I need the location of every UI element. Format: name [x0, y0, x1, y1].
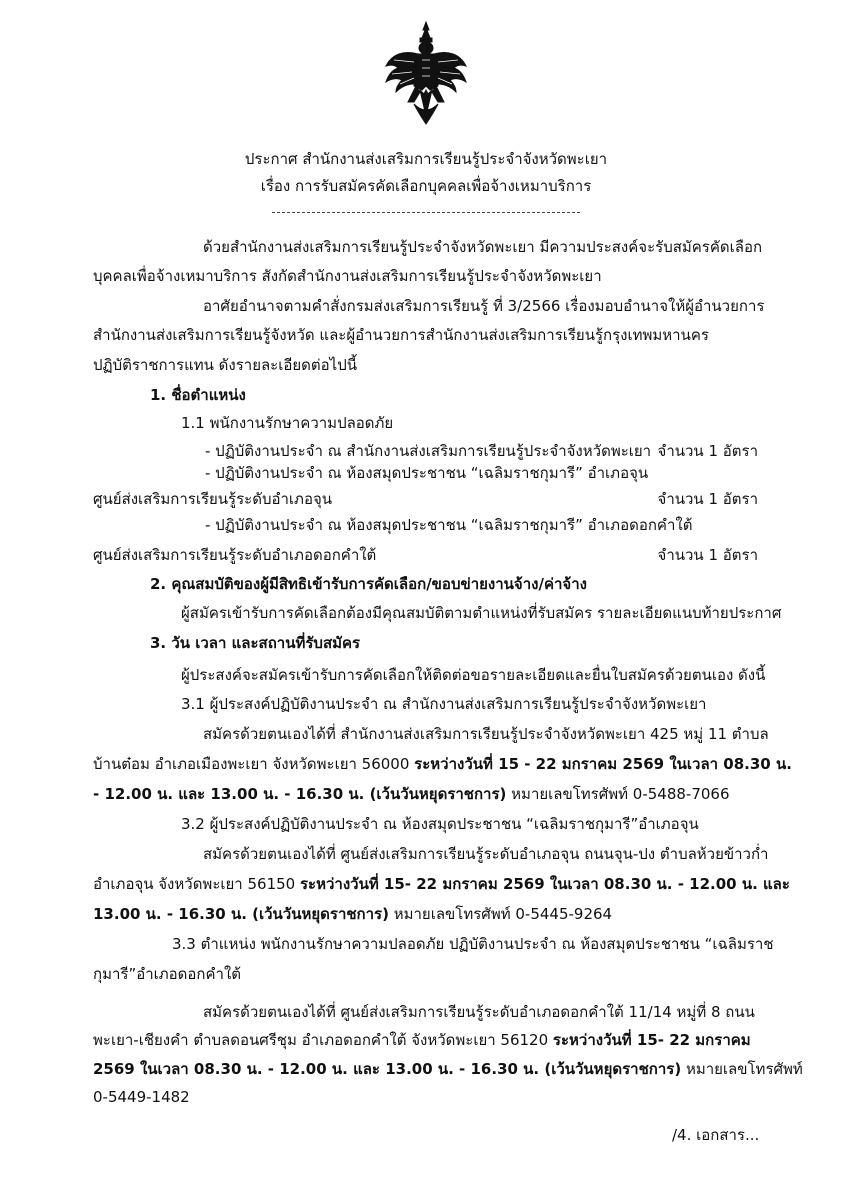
- section-3-1-line-3: [93, 784, 730, 804]
- section-3-2-line-2: [93, 874, 790, 894]
- intro-paragraph-2-line-2: สำนักงานส่งเสริมการเรียนรู้จังหวัด และผู้อำนวยการสำนักงานส่งเสริมการเรียนรู้กรุงเทพมหานคร: [93, 326, 709, 344]
- intro-paragraph-1-line-1: ด้วยสำนักงานส่งเสริมการเรียนรู้ประจำจังหวัดพะเยา มีความประสงค์จะรับสมัครคัดเลือก: [203, 238, 763, 256]
- position-item-3-line-1: - ปฏิบัติงานประจำ ณ ห้องสมุดประชาชน “เฉลิมราชกุมารี” อำเภอดอกคำใต้: [205, 516, 693, 534]
- section-3-1-title: 3.1 ผู้ประสงค์ปฏิบัติงานประจำ ณ สำนักงานส่งเสริมการเรียนรู้ประจำจังหวัดพะเยา: [181, 695, 707, 713]
- section-2-text: ผู้สมัครเข้ารับการคัดเลือกต้องมีคุณสมบัติตามตำแหน่งที่รับสมัคร รายละเอียดแนบท้ายประกาศ: [181, 604, 782, 622]
- section-3-2-address: อำเภอจุน จังหวัดพะเยา 56150: [93, 875, 300, 893]
- announcement-title: ประกาศ สำนักงานส่งเสริมการเรียนรู้ประจำจังหวัดพะเยา: [244, 150, 608, 168]
- section-3-1-address: บ้านต๋อม อำเภอเมืองพะเยา จังหวัดพะเยา 56000: [93, 755, 415, 773]
- announcement-subject: เรื่อง การรับสมัครคัดเลือกบุคคลเพื่อจ้างเหมาบริการ: [260, 177, 592, 195]
- position-item-1-quantity: จำนวน 1 อัตรา: [657, 442, 758, 460]
- section-2-heading: 2. คุณสมบัติของผู้มีสิทธิเข้ารับการคัดเลือก/ขอบข่ายงานจ้าง/ค่าจ้าง: [150, 575, 587, 593]
- section-1-1-title: 1.1 พนักงานรักษาความปลอดภัย: [181, 414, 394, 432]
- section-3-3-dates: ระหว่างวันที่ 15- 22 มกราคม: [552, 1031, 751, 1049]
- section-3-2-hours: 13.00 น. - 16.30 น. (เว้นวันหยุดราชการ): [93, 905, 389, 923]
- section-3-1-line-2: [93, 754, 792, 774]
- section-1-heading: 1. ชื่อตำแหน่ง: [150, 386, 246, 404]
- intro-paragraph-2-line-1: อาศัยอำนาจตามคำสั่งกรมส่งเสริมการเรียนรู้ ที่ 3/2566 เรื่องมอบอำนาจให้ผู้อำนวยการ: [203, 297, 765, 315]
- intro-paragraph-2-line-3: ปฏิบัติราชการแทน ดังรายละเอียดต่อไปนี้: [93, 356, 357, 374]
- section-3-heading: 3. วัน เวลา และสถานที่รับสมัคร: [150, 634, 361, 652]
- section-3-3-title-line-1: 3.3 ตำแหน่ง พนักงานรักษาความปลอดภัย ปฏิบัติงานประจำ ณ ห้องสมุดประชาชน “เฉลิมราช: [172, 935, 774, 953]
- section-3-3-line-3: [93, 1059, 803, 1079]
- section-3-3-phone-label: หมายเลขโทรศัพท์: [681, 1060, 803, 1078]
- header-divider: [272, 212, 580, 213]
- section-3-1-phone: หมายเลขโทรศัพท์ 0-5488-7066: [506, 785, 730, 803]
- section-3-3-title-line-2: กุมารี”อำเภอดอกคำใต้: [93, 965, 242, 983]
- section-3-2-dates: ระหว่างวันที่ 15- 22 มกราคม 2569 ในเวลา 08.30 น. - 12.00 น. และ: [299, 875, 790, 893]
- section-3-2-line-1: สมัครด้วยตนเองได้ที่ ศูนย์ส่งเสริมการเรียนรู้ระดับอำเภอจุน ถนนจุน-ปง ตำบลห้วยข้าวก่ำ: [203, 845, 769, 863]
- garuda-emblem-icon: [384, 20, 468, 126]
- section-3-1-dates: ระหว่างวันที่ 15 - 22 มกราคม 2569 ในเวลา 08.30 น.: [414, 755, 792, 773]
- position-item-1: - ปฏิบัติงานประจำ ณ สำนักงานส่งเสริมการเรียนรู้ประจำจังหวัดพะเยา: [205, 442, 652, 460]
- position-item-2-quantity: จำนวน 1 อัตรา: [657, 490, 758, 508]
- continued-marker: /4. เอกสาร...: [672, 1126, 760, 1144]
- section-3-2-line-3: [93, 904, 612, 924]
- section-3-3-line-1: สมัครด้วยตนเองได้ที่ ศูนย์ส่งเสริมการเรียนรู้ระดับอำเภอดอกคำใต้ 11/14 หมู่ที่ 8 ถนน: [203, 1003, 755, 1021]
- section-3-3-address: พะเยา-เชียงคำ ตำบลดอนศรีชุม อำเภอดอกคำใต้ จังหวัดพะเยา 56120: [93, 1031, 553, 1049]
- position-item-3-line-2: ศูนย์ส่งเสริมการเรียนรู้ระดับอำเภอดอกคำใต้: [93, 546, 377, 564]
- position-item-2-line-1: - ปฏิบัติงานประจำ ณ ห้องสมุดประชาชน “เฉลิมราชกุมารี” อำเภอจุน: [205, 464, 649, 482]
- section-3-3-line-2: [93, 1030, 751, 1050]
- intro-paragraph-1-line-2: บุคคลเพื่อจ้างเหมาบริการ สังกัดสำนักงานส่งเสริมการเรียนรู้ประจำจังหวัดพะเยา: [93, 267, 602, 285]
- section-3-1-line-1: สมัครด้วยตนเองได้ที่ สำนักงานส่งเสริมการเรียนรู้ประจำจังหวัดพะเยา 425 หมู่ 11 ตำบล: [203, 725, 769, 743]
- section-3-2-phone: หมายเลขโทรศัพท์ 0-5445-9264: [388, 905, 613, 923]
- section-3-2-title: 3.2 ผู้ประสงค์ปฏิบัติงานประจำ ณ ห้องสมุดประชาชน “เฉลิมราชกุมารี”อำเภอจุน: [181, 815, 699, 833]
- section-3-3-phone: 0-5449-1482: [93, 1088, 190, 1106]
- position-item-2-line-2: ศูนย์ส่งเสริมการเรียนรู้ระดับอำเภอจุน: [93, 490, 332, 508]
- section-3-3-hours: 2569 ในเวลา 08.30 น. - 12.00 น. และ 13.00 น. - 16.30 น. (เว้นวันหยุดราชการ): [93, 1060, 682, 1078]
- section-3-intro: ผู้ประสงค์จะสมัครเข้ารับการคัดเลือกให้ติดต่อขอรายละเอียดและยื่นใบสมัครด้วยตนเอง ดังนี้: [181, 666, 766, 684]
- section-3-1-hours: - 12.00 น. และ 13.00 น. - 16.30 น. (เว้นวันหยุดราชการ): [93, 785, 507, 803]
- position-item-3-quantity: จำนวน 1 อัตรา: [657, 546, 758, 564]
